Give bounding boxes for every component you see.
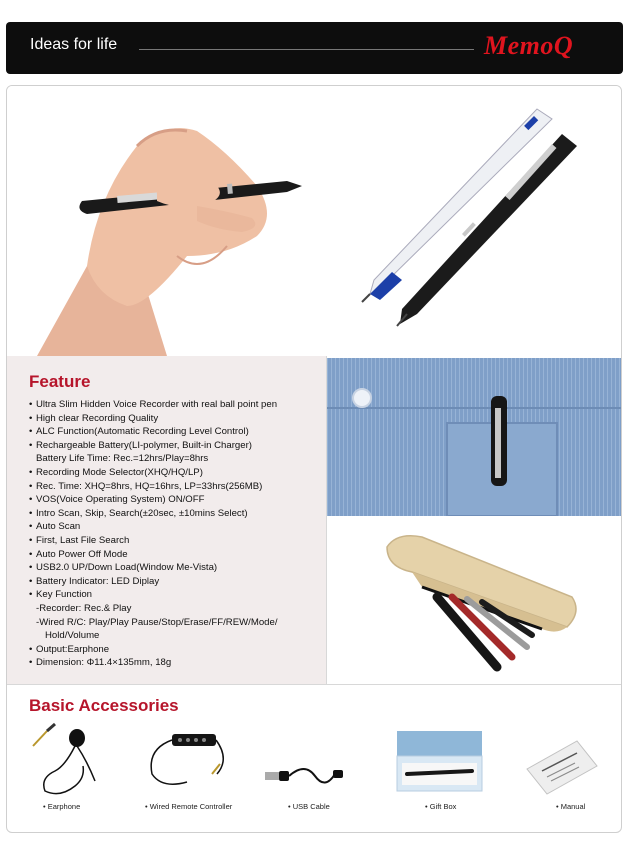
tagline: Ideas for life xyxy=(30,36,118,53)
feature-item-text: Battery Indicator: LED Diplay xyxy=(36,575,160,587)
bullet-icon: • xyxy=(29,480,33,492)
accessory-label-giftbox: • Gift Box xyxy=(425,802,457,811)
accessories-divider xyxy=(7,684,621,685)
accessory-label-usb: • USB Cable xyxy=(288,802,330,811)
feature-item xyxy=(29,452,329,466)
accessory-label-manual: • Manual xyxy=(556,802,586,811)
bullet-icon: • xyxy=(29,439,33,451)
product-card xyxy=(6,85,622,833)
bullet-icon: • xyxy=(29,643,33,655)
feature-item-text: ALC Function(Automatic Recording Level Control) xyxy=(36,426,249,438)
feature-item xyxy=(29,398,329,412)
hero-section xyxy=(7,86,621,356)
feature-item-text: Ultra Slim Hidden Voice Recorder with real ball point pen xyxy=(36,399,278,410)
bullet-icon: • xyxy=(29,589,33,601)
bullet-icon: • xyxy=(29,507,33,519)
bullet-icon: • xyxy=(29,575,33,587)
feature-item-text: High clear Recording Quality xyxy=(36,412,159,424)
feature-item-text: Dimension: Φ11.4×135mm, 18g xyxy=(36,657,172,669)
feature-item-text: Battery Life Time: Rec.=12hrs/Play=8hrs xyxy=(36,453,209,465)
feature-item-text: Intro Scan, Skip, Search(±20sec, ±10mins Select) xyxy=(36,507,248,519)
feature-item-text: USB2.0 UP/Down Load(Window Me-Vista) xyxy=(36,562,218,574)
bullet-icon: • xyxy=(29,534,33,546)
usb-cable-icon xyxy=(265,762,350,792)
feature-item xyxy=(29,520,329,534)
feature-item xyxy=(29,656,329,670)
accessory-label-earphone: • Earphone xyxy=(43,802,81,811)
feature-item xyxy=(29,561,329,575)
feature-item-text: -Wired R/C: Play/Play Pause/Stop/Erase/FF/REW/Mode/ xyxy=(36,616,278,628)
pen-case-image xyxy=(327,517,621,684)
feature-title: Feature xyxy=(29,372,91,391)
feature-item-text: Hold/Volume xyxy=(45,630,100,642)
bullet-icon: • xyxy=(29,412,33,424)
feature-list xyxy=(29,398,329,670)
earphone-icon xyxy=(25,726,105,798)
feature-item-text: First, Last File Search xyxy=(36,534,130,546)
feature-item xyxy=(29,412,329,426)
pen-in-shirt-pocket-image xyxy=(327,358,621,516)
feature-item-text: Rechargeable Battery(LI-polymer, Built-in Charger) xyxy=(36,439,252,451)
feature-item xyxy=(29,439,329,453)
bullet-icon: • xyxy=(29,466,33,478)
feature-item xyxy=(29,480,329,494)
feature-item xyxy=(29,616,329,630)
feature-item-text: Auto Power Off Mode xyxy=(36,548,128,560)
brand-header xyxy=(6,22,623,74)
accessories-title: Basic Accessories xyxy=(29,696,179,715)
feature-item xyxy=(29,425,329,439)
remote-controller-icon xyxy=(142,734,232,794)
feature-item-text: -Recorder: Rec.& Play xyxy=(36,602,132,614)
header-divider xyxy=(139,49,474,50)
bullet-icon: • xyxy=(29,521,33,533)
feature-item xyxy=(29,534,329,548)
feature-item-text: Key Function xyxy=(36,589,92,601)
bullet-icon: • xyxy=(29,426,33,438)
bullet-icon: • xyxy=(29,548,33,560)
bullet-icon: • xyxy=(29,562,33,574)
feature-item xyxy=(29,507,329,521)
gift-box-icon xyxy=(392,731,487,796)
memoq-logo: MemoQ xyxy=(484,31,574,60)
feature-item xyxy=(29,643,329,657)
feature-item-text: Output:Earphone xyxy=(36,643,110,655)
feature-item-text: Rec. Time: XHQ=8hrs, HQ=16hrs, LP=33hrs(256MB) xyxy=(36,480,263,492)
feature-item xyxy=(29,588,329,602)
feature-item xyxy=(29,575,329,589)
feature-item xyxy=(29,629,329,643)
bullet-icon: • xyxy=(29,399,33,410)
manual-icon xyxy=(527,741,597,796)
feature-item-text: VOS(Voice Operating System) ON/OFF xyxy=(36,494,205,506)
hand-holding-pen-image xyxy=(27,106,307,356)
feature-item xyxy=(29,466,329,480)
feature-item-text: Recording Mode Selector(XHQ/HQ/LP) xyxy=(36,466,203,478)
two-pens-image xyxy=(362,104,582,329)
feature-item-text: Auto Scan xyxy=(36,521,81,533)
bullet-icon: • xyxy=(29,494,33,506)
feature-item xyxy=(29,493,329,507)
accessory-label-remote: • Wired Remote Controller xyxy=(145,802,233,811)
feature-item xyxy=(29,602,329,616)
feature-item xyxy=(29,548,329,562)
bullet-icon: • xyxy=(29,657,33,669)
